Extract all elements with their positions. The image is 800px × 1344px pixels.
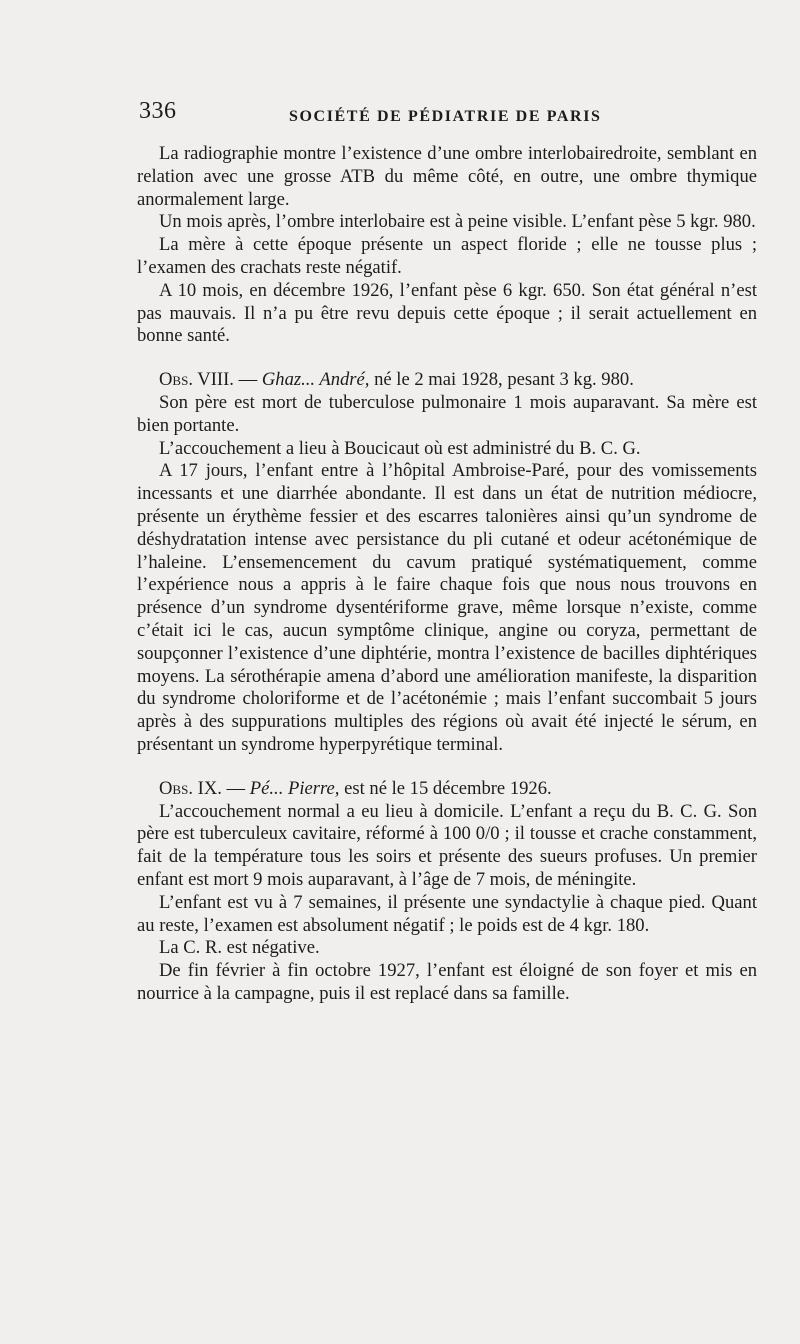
paragraph: La C. R. est négative. [159,937,320,959]
page-header [139,98,619,134]
paragraph: De fin février à fin octobre 1927, l’enfant est éloigné de son foyer et mis en nourrice à la campagne, puis il est replacé dans sa famille. [137,960,757,1004]
paragraph: L’enfant est vu à 7 semaines, il présente une syndactylie à chaque pied. Quant au reste, l’examen est absolument négatif ; le poids est de 4 kgr. 180. [137,891,757,936]
observation-heading-viii [137,369,757,392]
observation-dash: — [221,777,250,799]
patient-name: Ghaz... André, [261,369,370,391]
patient-name: Pé... Pierre, [249,777,340,799]
observation-heading-ix [137,778,757,801]
paragraph: Son père est mort de tuberculose pulmonaire 1 mois auparavant. Sa mère est bien portante. [137,391,757,436]
observation-dash: — [233,369,262,391]
paragraph: L’accouchement normal a eu lieu à domicile. L’enfant a reçu du B. C. G. Son père est tuberculeux cavitaire, réformé à 100 0/0 ; il tousse et crache constamment, fait de la température tous les soirs et présente des sueurs profuses. Un premier enfant est mort 9 mois auparavant, à l’âge de 7 mois, de méningite. [137,800,757,890]
paragraph: La radiographie montre l’existence d’une ombre interlobairedroite, semblant en relation avec une grosse ATB du même côté, en outre, une ombre thymique anormalement large. [137,143,757,210]
paragraph: A 17 jours, l’enfant entre à l’hôpital Ambroise-Paré, pour des vomissements incessants et une diarrhée abondante. Il est dans un état de nutrition médiocre, présente un érythème fessier et des escarres talonières ainsi qu’un syndrome de déshydratation intense avec persistance du pli cutané et odeur acétonémique de l’haleine. L’ensemencement du cavum pratiqué systématiquement, comme l’expérience nous a appris à le faire chaque fois que nous nous trouvons en présence d’un syndrome dysentériforme grave, même lorsque n’existe, comme c’était ici le cas, aucun symptôme clinique, angine ou coryza, permettant de soupçonner l’existence d’une diphtérie, montra l’existence de bacilles diphtériques moyens. La sérothérapie amena d’abord une amélioration manifeste, la disparition du syndrome choloriforme et de l’acétonémie ; mais l’enfant succombait 5 jours après à des suppurations multiples des régions où avait été injecté le sérum, en présentant un syndrome hyperpyrétique terminal. [137,460,757,755]
paragraph: La mère à cette époque présente un aspect floride ; elle ne tousse plus ; l’examen des crachats reste négatif. [137,234,757,278]
paragraph: A 10 mois, en décembre 1926, l’enfant pèse 6 kgr. 650. Son état général n’est pas mauvais. Il n’a pu être revu depuis cette époque ; il serait actuellement en bonne santé. [137,279,757,347]
running-head: SOCIÉTÉ DE PÉDIATRIE DE PARIS [289,108,602,125]
observation-label: Obs. VIII. [159,369,234,391]
paragraph: Un mois après, l’ombre interlobaire est à peine visible. L’enfant pèse 5 kgr. 980. [159,211,756,233]
observation-label: Obs. IX. [159,777,222,799]
paragraph: L’accouchement a lieu à Boucicaut où est administré du B. C. G. [159,437,641,459]
observation-intro: né le 2 mai 1928, pesant 3 kg. 980. [369,369,634,391]
body-text [137,143,757,1006]
page-number: 336 [139,98,177,124]
observation-intro: est né le 15 décembre 1926. [339,777,552,799]
